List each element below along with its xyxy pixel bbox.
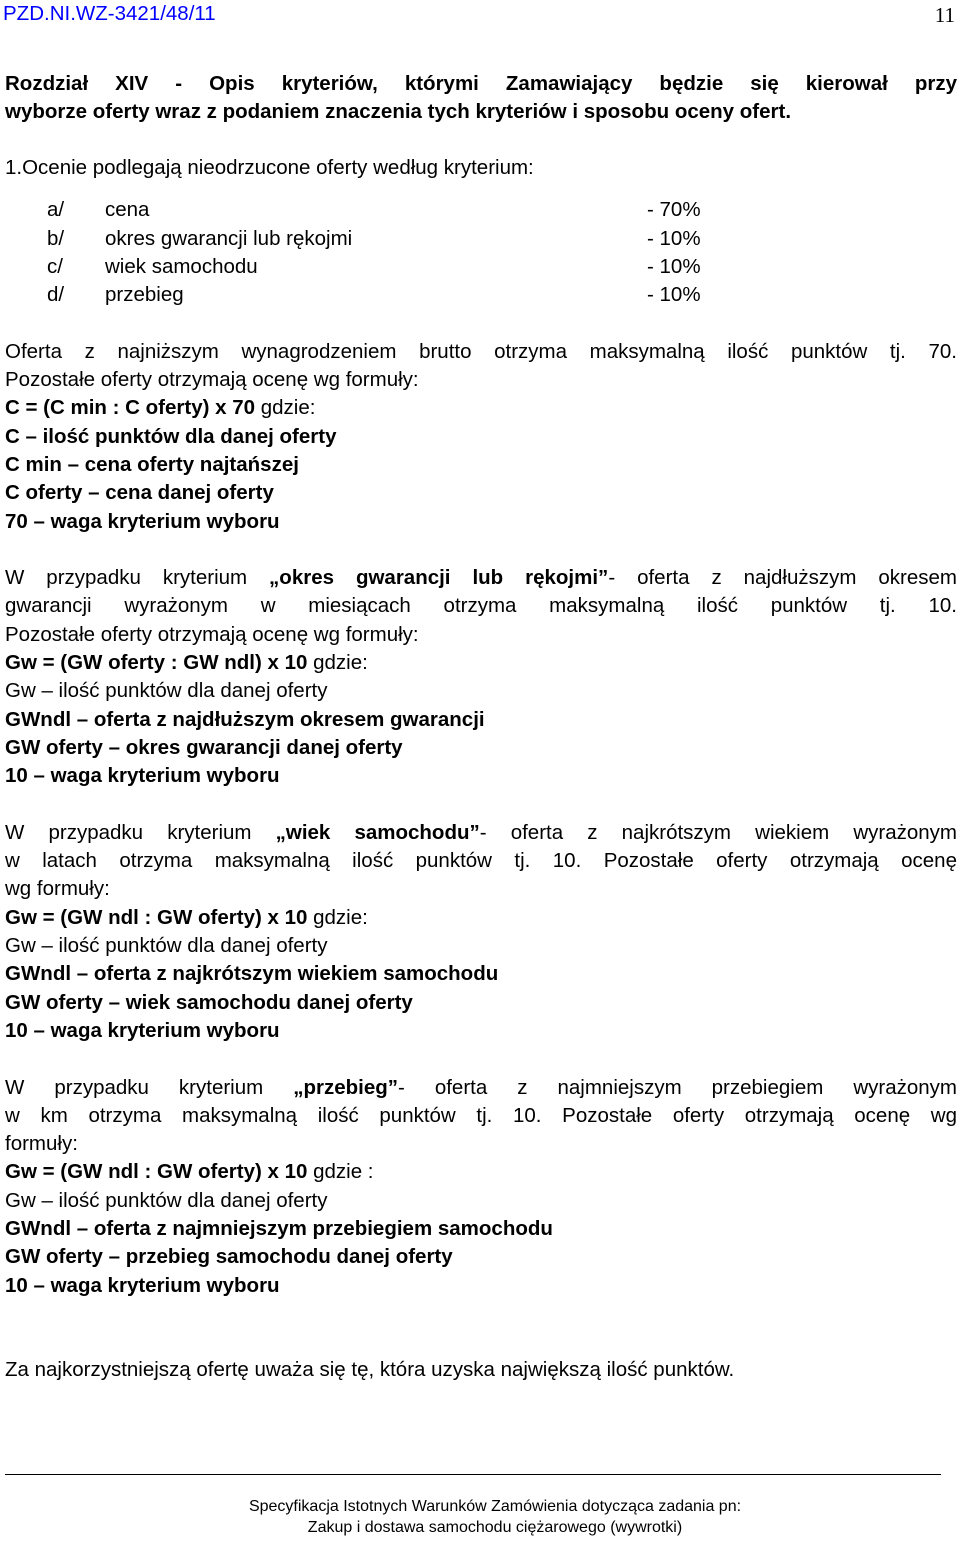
criteria-name: wiek samochodu <box>105 254 258 278</box>
footer-line-1: Specyfikacja Istotnych Warunków Zamówienia dotycząca zadania pn: <box>248 1498 742 1515</box>
formula-definition: C oferty – cena danej oferty <box>5 481 274 505</box>
age-formula <box>5 904 957 932</box>
criteria-letter: a/ <box>47 198 65 222</box>
criteria-intro: 1.Ocenie podlegają nieodrzucone oferty według kryterium: <box>5 156 534 179</box>
mileage-paragraph-line: formuły: <box>5 1132 78 1156</box>
formula-definition: GW oferty – okres gwarancji danej oferty <box>5 735 403 759</box>
mileage-section <box>5 1074 957 1300</box>
price-section <box>5 338 957 536</box>
criteria-list <box>5 196 957 309</box>
formula-suffix: gdzie : <box>307 1160 374 1184</box>
formula-suffix: gdzie: <box>255 396 316 420</box>
formula-definition: GWndl – oferta z najdłuższym okresem gwarancji <box>5 707 485 731</box>
page-header <box>0 0 960 30</box>
formula-definition: GW oferty – przebieg samochodu danej oferty <box>5 1245 453 1269</box>
formula-definition: Gw – ilość punktów dla danej oferty <box>5 679 328 703</box>
criteria-letter: c/ <box>47 254 63 278</box>
formula-definition: GW oferty – wiek samochodu danej oferty <box>5 990 413 1014</box>
criteria-weight: - 10% <box>647 283 701 307</box>
warranty-section <box>5 564 957 790</box>
price-paragraph-line: Pozostałe oferty otrzymają ocenę wg formuły: <box>5 368 419 392</box>
criteria-item <box>5 253 957 281</box>
formula-expression: Gw = (GW ndl : GW oferty) x 10 <box>5 1160 308 1184</box>
document-id: PZD.NI.WZ-3421/48/11 <box>3 2 216 25</box>
formula-expression: C = (C min : C oferty) x 70 <box>5 396 256 420</box>
price-formula <box>5 394 957 422</box>
formula-definition: 10 – waga kryterium wyboru <box>5 1018 280 1042</box>
criteria-weight: - 70% <box>647 198 701 222</box>
chapter-title <box>5 70 957 126</box>
conclusion: Za najkorzystniejszą ofertę uważa się tę, która uzyska największą ilość punktów. <box>5 1357 735 1381</box>
footer-line-2: Zakup i dostawa samochodu ciężarowego (wywrotki) <box>307 1519 683 1536</box>
warranty-paragraph-line: Pozostałe oferty otrzymają ocenę wg formuły: <box>5 622 419 646</box>
formula-definition: 10 – waga kryterium wyboru <box>5 764 280 788</box>
criteria-name: przebieg <box>105 283 184 307</box>
formula-definition: 10 – waga kryterium wyboru <box>5 1273 280 1297</box>
page-number: 11 <box>934 3 955 27</box>
footer-divider <box>5 1474 941 1475</box>
warranty-paragraph-line: W przypadku kryterium „okres gwarancji lub rękojmi”- oferta z najdłuższym okresem <box>5 566 957 590</box>
mileage-formula <box>5 1158 957 1186</box>
criteria-weight: - 10% <box>647 254 701 278</box>
formula-definition: 70 – waga kryterium wyboru <box>5 509 280 533</box>
formula-expression: Gw = (GW oferty : GW ndl) x 10 <box>5 651 308 675</box>
criteria-name: okres gwarancji lub rękojmi <box>105 226 353 250</box>
page-footer <box>0 1496 960 1538</box>
formula-definition: C min – cena oferty najtańszej <box>5 452 299 476</box>
criterion-name: „wiek samochodu” <box>275 820 480 844</box>
formula-suffix: gdzie: <box>307 651 368 675</box>
formula-definition: Gw – ilość punktów dla danej oferty <box>5 1188 328 1212</box>
age-paragraph-line: wg formuły: <box>5 877 110 901</box>
age-section <box>5 819 957 1045</box>
formula-definition: GWndl – oferta z najmniejszym przebiegiem samochodu <box>5 1216 553 1240</box>
document-body <box>5 154 957 1384</box>
criteria-item <box>5 225 957 253</box>
formula-expression: Gw = (GW ndl : GW oferty) x 10 <box>5 905 308 929</box>
formula-definition: GWndl – oferta z najkrótszym wiekiem samochodu <box>5 962 499 986</box>
formula-suffix: gdzie: <box>307 905 368 929</box>
warranty-paragraph-line: gwarancji wyrażonym w miesiącach otrzyma maksymalną ilość punktów tj. 10. <box>5 594 957 618</box>
criteria-letter: d/ <box>47 283 65 307</box>
criteria-item <box>5 196 957 224</box>
formula-definition: Gw – ilość punktów dla danej oferty <box>5 934 328 958</box>
formula-definition: C – ilość punktów dla danej oferty <box>5 424 337 448</box>
criteria-letter: b/ <box>47 226 65 250</box>
criteria-weight: - 10% <box>647 226 701 250</box>
criteria-name: cena <box>105 198 150 222</box>
age-paragraph-line: W przypadku kryterium „wiek samochodu”- oferta z najkrótszym wiekiem wyrażonym <box>5 820 957 844</box>
criteria-item <box>5 281 957 309</box>
warranty-formula <box>5 649 957 677</box>
chapter-title-line-1: Rozdział XIV - Opis kryteriów, którymi Zamawiający będzie się kierował przy <box>5 72 957 95</box>
criterion-name: „przebieg” <box>293 1075 398 1099</box>
mileage-paragraph-line: W przypadku kryterium „przebieg”- oferta z najmniejszym przebiegiem wyrażonym <box>5 1075 957 1099</box>
criterion-name: „okres gwarancji lub rękojmi” <box>269 566 609 590</box>
price-paragraph-line: Oferta z najniższym wynagrodzeniem brutto otrzyma maksymalną ilość punktów tj. 70. <box>5 339 957 363</box>
age-paragraph-line: w latach otrzyma maksymalną ilość punktów tj. 10. Pozostałe oferty otrzymają ocenę <box>5 849 957 873</box>
chapter-title-line-2: wyborze oferty wraz z podaniem znaczenia tych kryteriów i sposobu oceny ofert. <box>5 100 792 123</box>
mileage-paragraph-line: w km otrzyma maksymalną ilość punktów tj. 10. Pozostałe oferty otrzymają ocenę wg <box>5 1103 957 1127</box>
